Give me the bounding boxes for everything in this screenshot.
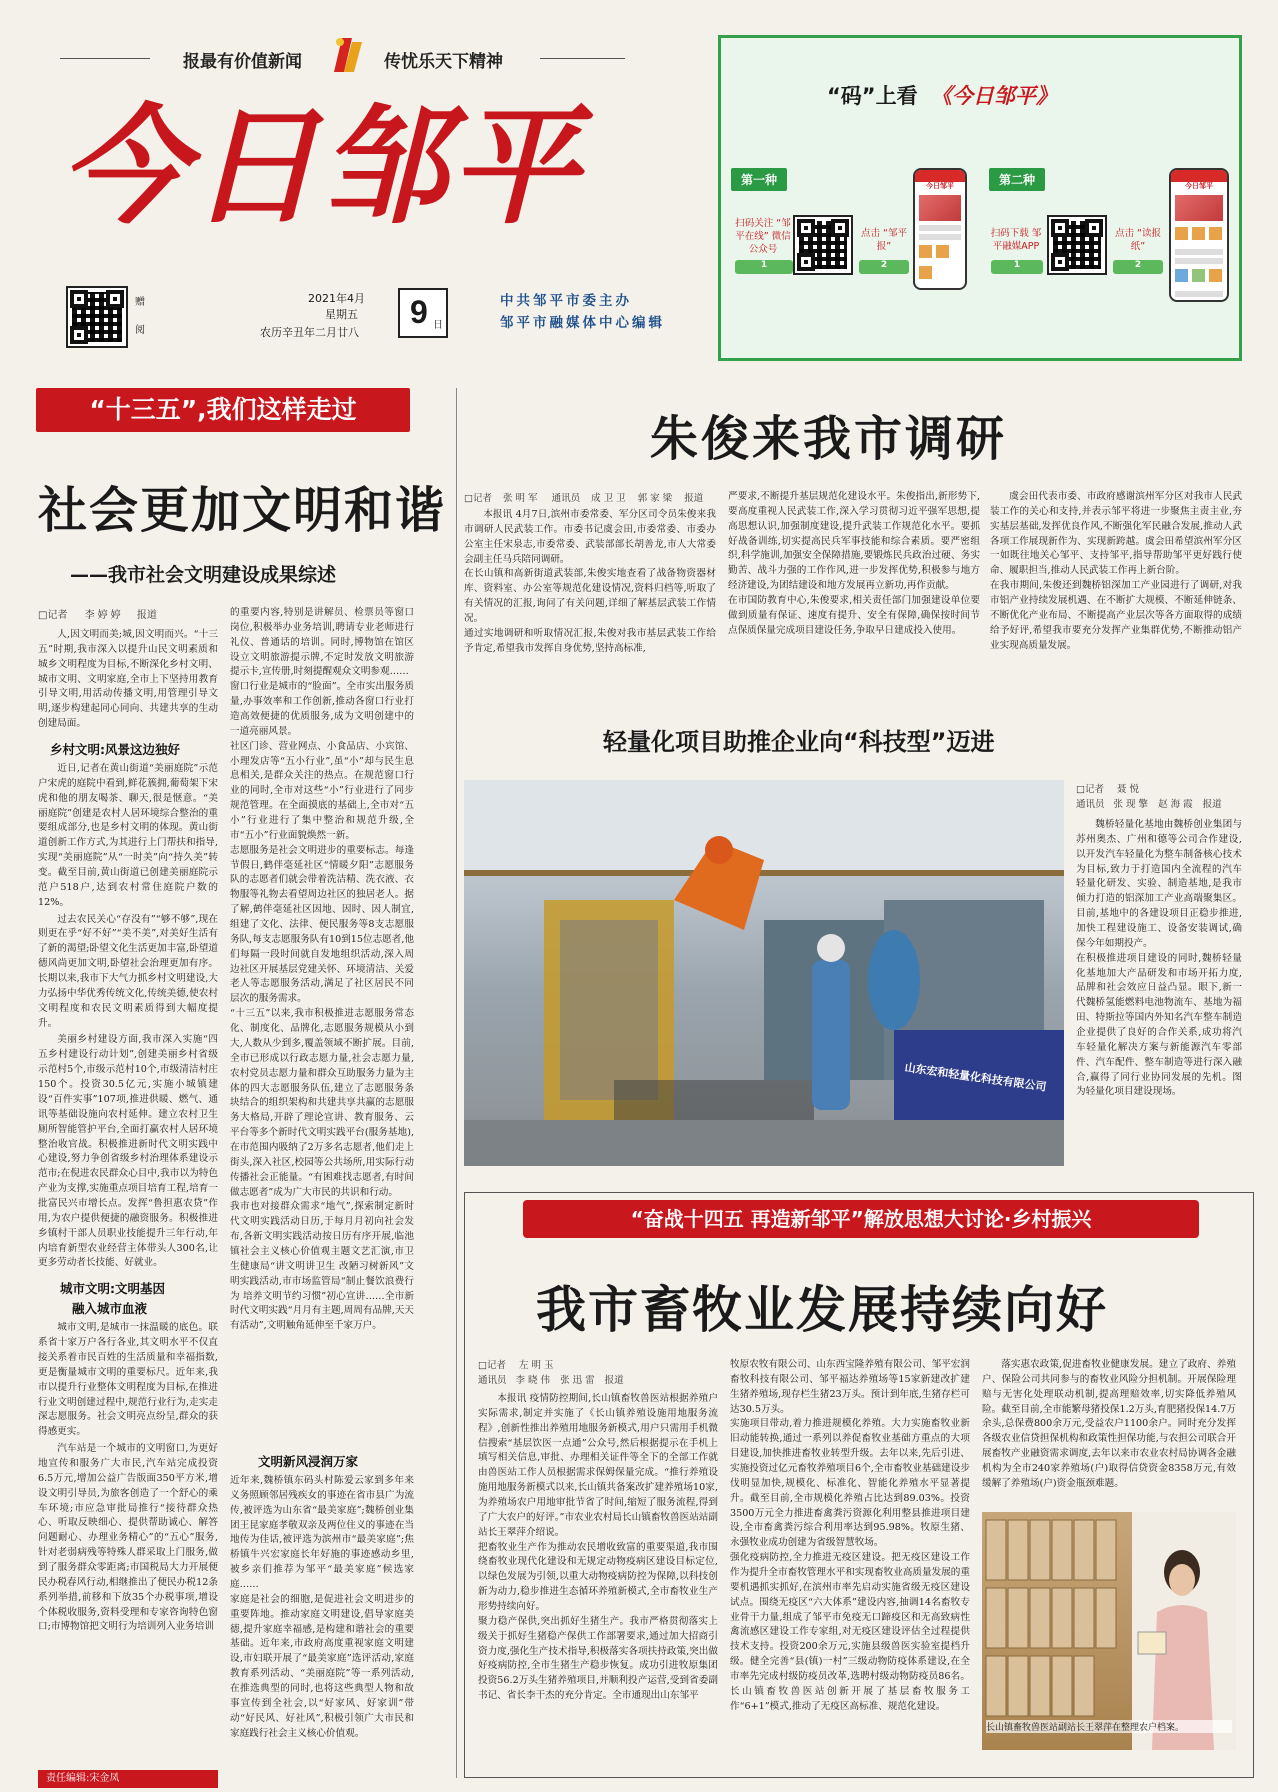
promo-step-num-2a: 2 [859, 260, 909, 274]
issue-lunar: 农历辛丑年二月廿八 [260, 326, 359, 339]
checkbox-icon: □ [464, 493, 473, 504]
promo-phone-1 [913, 168, 967, 290]
promo-method1-step1: 扫码关注 “邹平在线” 微信公众号 [735, 218, 791, 255]
promo-title-brand: 《今日邹平》 [930, 84, 1057, 108]
civilization-p4: 城市文明,是城市一抹温暖的底色。联系省十家万户各行各业,其文明水平不仅直接关系着市民百姓的生活质量和幸福指数,更是衡量城市文明的重要标尺。近年来,我市以提升行业整体文明程度为目标,在推进行业文明创建过程中,规范行业行为,走实走深志愿服务。社会文明亮点纷呈,群众的获得感更实。 [38, 1322, 218, 1438]
factory-sign: 山东宏和轻量化科技有限公司 [903, 1060, 1048, 1094]
issue-weekday: 星期五 [325, 308, 358, 321]
livestock-byline: □记者 左明玉 通讯员 李晓伟 张迅雷 报道 [478, 1360, 624, 1386]
civilization-byline: □记者 李婷婷 报道 [38, 610, 157, 621]
qr-label-1: 赠 [135, 297, 145, 308]
factory-photo [464, 780, 1064, 1166]
promo-title [827, 80, 1057, 110]
header-slogan-left: 报最有价值新闻 [183, 52, 302, 72]
promo-method2-step2: 点击 “读报纸” [1115, 228, 1161, 252]
light-body: 魏桥轻量化基地由魏桥创业集团与苏州奥杰、广州和德等公司合作建设,以开发汽车轻量化为整车制备核心技术为目标,致力于打造国内全流程的汽车轻量化研发、实验、制造基地,是我市倾力打造的铝深加工产业高端聚集区。目前,基地中的各建设项目正稳步推进,加快工程建设施工、设备安装调试,确保今年如期投产。 在积极推进项目建设的同时,魏桥轻量化基地加大产品研发和市场开拓力度,品牌和社会效应日益凸显。眼下,新一代魏桥氢能燃料电池物流车、基地为福田、特斯拉等国内外知名汽车整车制造企业提供了良好的合作关系,成功将汽车轻量化解决方案与新能源汽车零部件、汽车配件、整车制造等进行深入融合,赢得了同行业协同发展的先机。图为轻量化项目建设现场。 [1076, 819, 1242, 1098]
civilization-subhead-2b: 融入城市血液 [72, 1301, 148, 1317]
archive-photo [982, 1512, 1236, 1750]
section-banner-13th-plan: “十三五”,我们这样走过 [36, 388, 410, 432]
zhu-byline: □记者 张明军 通讯员 成卫卫 郭家梁 报道 [464, 493, 704, 504]
promo-phone-1-brand: 今日邹平 [926, 182, 954, 190]
promo-step-num-1b: 1 [991, 260, 1043, 274]
archive-photo-caption: 长山镇畜牧兽医站副站长王翠萍在整理农户档案。 [986, 1720, 1232, 1733]
civilization-lead: 人,因文明而美;城,因文明而兴。“十三五”时期,我市深入以提升山民文明素质和城乡文明程度为目标,不断深化乡村文明、城市文明、文明家庭,全市上下坚持用教育引导文明,用活动传播文明,用管理引导文明,逐步构建起同心同向、共建共享的生动创建局面。 [38, 629, 218, 730]
civilization-p2: 过去农民关心“存没有”“够不够”,现在则更在乎“好不好”“美不美”,对美好生活有了新的渴望;卧望文化生活更加丰富,卧望道德风尚更加文明,卧望社会治理更加有序。长期以来,我市下大气力抓乡村文明建设,大力弘扬中华优秀传统文化,传统美德,使农村文明程度和农民文明素质得到大幅度提升。 [38, 913, 218, 1029]
civilization-col1 [38, 628, 218, 1764]
promo-title-prefix: “码”上看 [827, 84, 918, 108]
civilization-col2 [230, 606, 414, 1764]
civilization-col2-text: 的重要内容,特别是讲解员、检票员等窗口岗位,积极举办业务培训,聘请专业老师进行礼仪、普通话的培训。同时,博物馆在馆区设立文明旅游提示牌,不定时发放文明旅游提示卡,宣传册,时刻提醒观众文明参观…… 窗口行业是城市的“脸面”。全市实出服务质量,办事效率和工作创新,推动各窗口行业打造高效便捷的优质服务,成为文明创建中的一道亮丽风景。 社区门诊、营业网点、小食品店、小宾馆、小理发店等“五小行业”,虽“小”却与民生息息相关,是群众关注的热点。在规范窗口行业的同时,全市对这些“小”行业进行了同步规范管理。在全面摸底的基础上,全市对“五小”行业进行了集中整治和规范升级,全市“五小”行业面貌焕然一新。 志愿服务是社会文明进步的重要标志。每逢节假日,鹤伴毫延社区“情暖夕阳”志愿服务队的志愿者们就会带着洗洁精、洗衣液、衣物服等礼物去看望周边社区的独居老人。据了解,鹤伴毫延社区因地、因时、因人制宜,组建了文化、法律、便民服务等8支志愿服务队,每支志愿服务队有10到15位志愿者,他们每隔一段时间就自发地组织活动,深入周边社区开展基层党建关怀、环境清洁、关爱老人等志愿服务活动,满足了社区居民不同层次的服务需求。 “十三五”以来,我市积极推进志愿服务常态化、制度化、品牌化,志愿服务规模从小到大,人数从少到多,覆盖领域不断扩展。目前,全市已形成以行政志愿力量,社会志愿力量,农村党员志愿力量和群众互助服务力量为主体的四大志愿服务队伍,建立了志愿服务条块结合的组织架构和共建共享共赢的志愿服务大格局,开辟了理论宣讲、教育服务、云平台等多个新时代文明实践平台(服务基地),在市范围内吸纳了2万多名志愿者,他们走上街头,深入社区,校园等公共场所,用实际行动传播社会正能量。“有困难找志愿者,有时间做志愿者”成为广大市民的共识和行动。 我市也对接群众需求“地气”,探索制定新时代文明实践活动日历,于每月月初向社会发布,各新文明实践活动按日历有序开展,临池镇社会主义核心价值观主题文艺汇演,市卫生健康局“讲文明讲卫生 改陋习树新风”文明实践活动,市市场监管局“制止餐饮浪费行为 培养文明节约习惯”初心宣讲……全市新时代文明实践“月月有主题,周周有品牌,天天有活动”,文明触角延伸至千家万户。 [230, 607, 414, 1332]
zhu-col3: 虞会田代表市委、市政府感谢滨州军分区对我市人民武装工作的关心和支持,并表示邹平将进一步聚焦主责主业,夯实基层基础,发挥优良作风,不断强化军民融合发展,推动人武各项工作展现新作为、实现新跨越。虞会田希望滨州军分区一如既往地关心邹平、支持邹平,指导帮助邹平更好践行使命、履职担当,推动人民武装工作再上新台阶。 在我市期间,朱俊还到魏桥铝深加工产业园进行了调研,对我市铝产业持续发展机遇、在不断扩大规模、不断延伸链条、不断优化产业布局、不断提高产业层次等各方面取得的成绩给予好评,希望我市要充分发挥产业集群优势,不断推动铝产业实现高质量发展。 [990, 491, 1242, 651]
zhu-headline: 朱俊来我市调研 [650, 411, 1008, 467]
day-number-box [398, 288, 448, 338]
civilization-subhead-3: 文明新风浸润万家 [258, 1454, 359, 1469]
zhu-col2: 严要求,不断提升基层规范化建设水平。朱俊指出,新形势下,要高度重视人民武装工作,深入学习贯彻习近平强军思想,提高思想认识,加强制度建设,提升武装工作规范化水平。要抓好战备训练,切实提高民兵军事技能和综合素质。要严密组织,科学施训,加强安全保障措施,要锻炼民兵政治过硬、务实勤苦、战斗力强的工作作风,进一步发挥优势,积极参与地方经济建设,为团结建设和地方发展再立新功,再作贡献。 在市国防教育中心,朱俊要求,相关责任部门加强建设单位要做到质量有保证、速度有提升、安全有保障,确保按时间节点保质保量完成项目建设任务,争取早日建成投入使用。 [728, 491, 980, 636]
light-byline: □记者 聂悦 通讯员 张现擎 赵海霞 报道 [1076, 784, 1222, 810]
issue-date: 2021年4月 [308, 292, 365, 305]
civilization-p5: 汽车站是一个城市的文明窗口,为更好地宣传和服务广大市民,汽车站完成投资6.5万元,增加公益广告版面350平方米,增设文明引导员,为旅客创造了一个舒心的乘车环境;市应急审批局推行“接待群众热心、听取反映细心、提供帮助诚心、解答问题耐心、办理业务精心”的“五心”服务,针对老弱病残等特殊人群采取上门服务,做到了服务群众零距离;市国税局大力开展便民办税春风行动,相继推出了便民办税12条系列举措,前移和下放35个办税事项,增设个体税收服务,资料受理和专家咨询特色窗口;市博物馆把文明行为培训列入业务培训 [38, 1443, 218, 1633]
emblem-icon [330, 32, 366, 76]
banner-rural-revitalization: “奋战十四五 再造新邹平”解放思想大讨论·乡村振兴 [523, 1200, 1199, 1238]
header-rule-left [60, 58, 150, 59]
promo-phone-2-brand: 今日邹平 [1185, 182, 1213, 190]
checkbox-icon: □ [478, 1360, 487, 1371]
column-divider [456, 388, 457, 1778]
zhu-col1: 本报讯 4月7日,滨州市委常委、军分区司令员朱俊来我市调研人民武装工作。市委书记虞会田,市委常委、市委办公室主任宋泉志,市委常委、武装部部长胡善龙,市人大常委会副主任马兵陪同调研。 在长山镇和高新街道武装部,朱俊实地查看了战备物资器材库、资料室、办公室等规范化建设情况,资料归档等,听取了有关情况的汇报,询问了有关问题,详细了解基层武装工作情况。 通过实地调研和听取情况汇报,朱俊对我市基层武装工作给予肯定,希望我市发挥自身优势,坚持高标准, [464, 509, 716, 654]
promo-method2-step1: 扫码下载 邹平融媒APP [990, 228, 1042, 252]
promo-method2-tag: 第二种 [989, 168, 1045, 191]
promo-qr-1[interactable] [793, 215, 853, 275]
header-rule-right [540, 58, 625, 59]
civilization-subhead-2a: 城市文明:文明基因 [60, 1281, 165, 1297]
civilization-headline: 社会更加文明和谐 [38, 482, 447, 539]
masthead-title: 今日邹平 [60, 92, 581, 242]
civilization-p3: 美丽乡村建设方面,我市深入实施“四五乡村建设行动计划”,创建美丽乡村省级示范村5个,市级示范村10个,市级清洁村庄150个。投资30.5亿元,实施小城镇建设“百件实事”107项,推进供暖、燃气、通讯等基础设施向农村延伸。建立农村卫生厕所智能管护平台,全面打赢农村人居环境整治收官战。积极推进新时代文明实践中心建设,努力争创省级乡村治理体系建设示范市;在倪进农民群众心目中,我市以为特色产业为支撑,实施重点项目培育工程,培育一批富民兴市增长点。发挥“鲁担惠农贷”作用,为农户提供便捷的融资服务。积极推进乡镇村干部人员职业技能提升三年行动,年内培育新型农业经营主体带头人300名,让更多劳动者长技能、好就业。 [38, 1034, 218, 1269]
checkbox-icon: □ [1076, 784, 1085, 795]
promo-method1-tag: 第一种 [731, 168, 787, 191]
day-number: 9 [410, 294, 428, 330]
promo-phone-2 [1169, 168, 1229, 302]
promo-panel [718, 35, 1242, 361]
livestock-col2: 牧原农牧有限公司、山东西宝隆养殖有限公司、邹平宏润畜牧科技有限公司、邹平福达养殖场等15家新建改扩建生猪养殖场,现存栏生猪23万头。预计到年底,生猪存栏可达30.5万头。 实施项目带动,着力推进规模化养殖。大力实施畜牧业新旧动能转换,通过一系列以养促畜牧业基础方重点的大项目建设,加快推进畜牧业转型升级。去年以来,先后引进、实施投资过亿元畜牧养殖项目6个,全市畜牧业基础建设步伐明显加快,规模化、标准化、智能化养殖水平显著提升。截至目前,全市规模化养殖占比达到89.03%。投资3500万元全力推进畜禽粪污资源化利用整县推进项目建设,全市畜禽粪污综合利用率达到95.98%。牧原生猪、永强牧业成功创建为省级智慧牧场。 强化疫病防控,全力推进无疫区建设。把无疫区建设工作作为提升全市畜牧管理水平和实现畜牧业高质量发展的重要机遇抓实抓好,在滨州市率先启动实施省级无疫区建设试点。围绕无疫区“六大体系”建设内容,抽调14名畜牧专业骨干力量,组成了邹平市免疫无口蹄疫区和无高致病性禽流感区建设工作专家组,对无疫区建设评估全过程提供技术支持。投资200余万元,实施县级兽医实验室提档升级。健全完善“县(镇)一村”三级动物防疫体系建设,在全市率先完成村级防疫员改革,选聘村级动物防疫员86名。长山镇畜牧兽医站创新开展了基层畜牧服务工作“6+1”模式,推动了无疫区高标准、规范化建设。 [730, 1359, 970, 1712]
civilization-p1: 近日,记者在黄山街道“美丽庭院”示范户宋虎的庭院中看到,鲜花簇拥,葡萄架下宋虎和他的朋友喝茶、聊天,很是惬意。“美丽庭院”创建是农村人居环境综合整治的重要组成部分,也是乡村文明的体现。黄山街道创新工作方式,为其进行上门帮扶和指导,实现“美丽庭院”从“一时美”向“持久美”转变。截至目前,黄山街道已创建美丽庭院示范户518户,达到农村常住庭院户数的12%。 [38, 763, 218, 908]
publisher-line-2: 邹平市融媒体中心编辑 [500, 315, 665, 331]
header-qr-code[interactable] [66, 286, 128, 348]
livestock-col3: 落实惠农政策,促进畜牧业健康发展。建立了政府、养殖户、保险公司共同参与的畜牧业风险分担机制。开展保险理赔与无害化处理联动机制,提高理赔效率,切实降低养殖风险。截至目前,全市能繁母猪投保1.2万头,育肥猪投保14.7万余头,总保费800余万元,受益农户1100余户。同时充分发挥各级农业信贷担保机构和政策性担保功能,与农担公司联合开展畜牧产业融资需求调度,去年以来市农业农村局协调各金融机构为全市240家养殖场(户)取得信贷资金8358万元,有效缓解了养殖场(户)资金瓶颈难题。 [982, 1359, 1236, 1489]
civilization-subhead: ——我市社会文明建设成果综述 [70, 564, 337, 586]
publisher-block [500, 290, 665, 334]
promo-step-num-1a: 1 [735, 260, 793, 274]
civilization-subhead-1: 乡村文明:风景这边独好 [50, 742, 180, 758]
promo-qr-2[interactable] [1047, 215, 1107, 275]
livestock-headline: 我市畜牧业发展持续向好 [536, 1281, 1108, 1339]
promo-method1-step2: 点击 “邹平报” [861, 228, 907, 252]
publisher-line-1: 中共邹平市委主办 [500, 293, 632, 309]
light-headline: 轻量化项目助推企业向“科技型”迈进 [603, 728, 995, 756]
livestock-col1: 本报讯 疫情防控期间,长山镇畜牧兽医站根据养殖户实际需求,制定并实施了《长山镇养殖设施用地服务流程》,创新性推出养殖用地服务新模式,用户只需用手机微信搜索“基层饮医一点通”公众号,然后根据提示在手机上填写相关信息,审批、办理相关证件等全下的全部工作就由兽医站工作人员根据需求保姆保量完成。“推行养殖设施用地服务新模式以来,长山镇共备案改扩建养殖场10家,为养殖场农户用地审批节省了时间,缩短了服务流程,得到了广大农户的好评。”市农业农村局长山镇畜牧兽医站站副站长王翠萍介绍说。 把畜牧业生产作为推动农民增收致富的重要渠道,我市围绕畜牧业现代化建设和无规定动物疫病区建设目标定位,以绿色发展为引领,以重大动物疫病防控为保障,以科技创新为动力,稳步推进生态循环养殖新模式,全市畜牧业生产形势持续向好。 聚力稳产保供,突出抓好生猪生产。我市严格贯彻落实上级关于抓好生猪稳产保供工作部署要求,通过加大招商引资力度,强化生产技术指导,积极落实各项扶持政策,突出做好疫病防控,全市生猪生产稳步恢复。成功引进牧原集团投资56.2万头生猪养殖项目,并顺利投产运营,受到省委副书记、省长李干杰的充分肯定。全市通现出山东邹平 [478, 1393, 718, 1702]
checkbox-icon: □ [38, 610, 48, 621]
promo-step-num-2b: 2 [1113, 260, 1163, 274]
qr-label-2: 阅 [135, 325, 145, 336]
header-slogan-right: 传忧乐天下精神 [384, 52, 503, 72]
civilization-p6: 近年来,魏桥镇东码头村陈爱云家到多年来义务照顾邻居残疾女的事迹在省市县广为流传,被评选为山东省“最美家庭”;魏桥创业集团王昆家庭孝敬双亲及两位住义的事迹在当地传为佳话,被评选为滨州市“最美家庭”;焦桥镇牛兴宏家庭长年好施的事迹感动乡里,被乡亲们推荐为邹平“最美家庭”候选家庭…… 家庭是社会的细胞,是促进社会文明进步的重要阵地。推动家庭文明建设,倡导家庭美德,提升家庭幸福感,是构建和谐社会的重要基础。近年来,市政府高度重视家庭文明建设,市妇联开展了“最美家庭”选评活动,家庭教育系列活动、“美丽庭院”等一系列活动,在推选典型的同时,也将这些典型人物和故事宣传到全社会,以“好家风、好家训”带动“好民风、好社风”,积极引领广大市民和家庭践行社会主义核心价值观。 [230, 1475, 414, 1739]
day-suffix: 日 [433, 320, 443, 331]
editor-credit: 责任编辑:宋金凤 [38, 1770, 218, 1788]
